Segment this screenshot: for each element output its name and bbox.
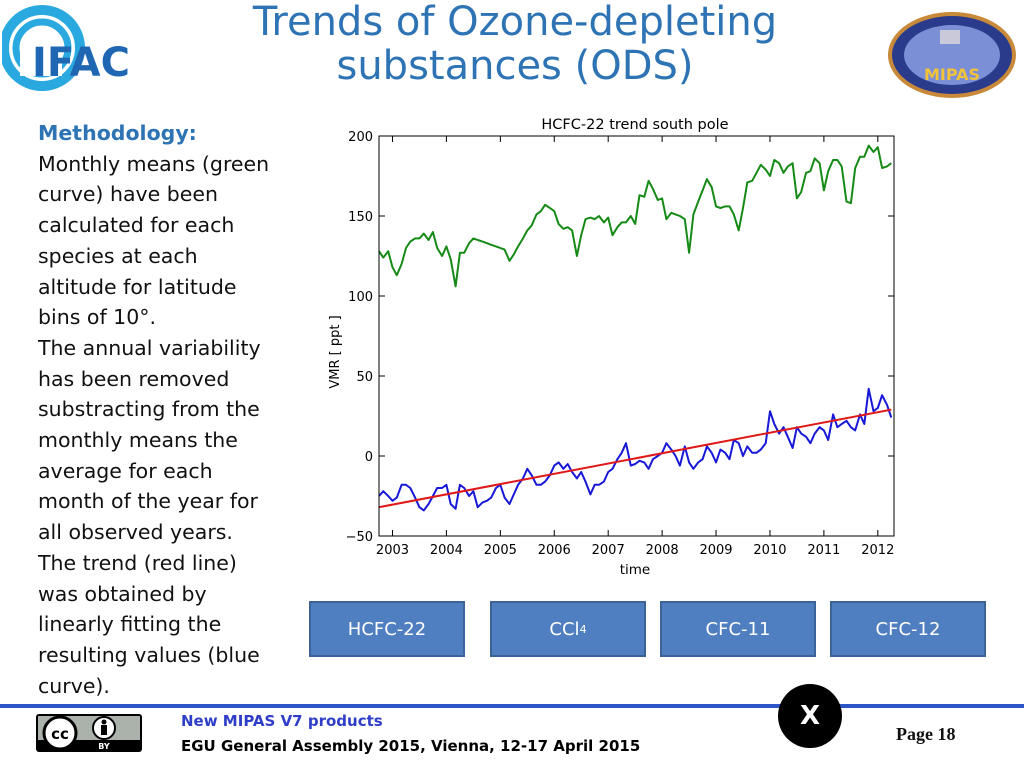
chart-y-axis-label: VMR [ ppt ]: [328, 315, 343, 389]
y-tick-label: 50: [356, 370, 373, 385]
tab-ccl4-subscript: 4: [579, 622, 587, 636]
tab-cfc-11-label: CFC-11: [705, 618, 771, 640]
page-number: Page 18: [896, 724, 956, 744]
methodology-line: species at each: [38, 243, 198, 268]
x-tick-label: 2012: [861, 543, 895, 558]
x-tick-label: 2011: [807, 543, 841, 558]
x-tick-label: 2009: [699, 543, 733, 558]
cc-by-text: BY: [98, 742, 110, 751]
tab-cfc-11[interactable]: [660, 601, 816, 657]
methodology-line: The annual variability: [38, 335, 261, 360]
methodology-line: average for each: [38, 458, 213, 483]
x-tick-label: 2004: [429, 543, 463, 558]
svg-text:cc: cc: [51, 725, 69, 743]
y-tick-label: 100: [348, 290, 373, 305]
methodology-line: curve).: [38, 673, 110, 698]
chart-title: HCFC-22 trend south pole: [541, 117, 729, 133]
page-title: [190, 0, 840, 88]
methodology-line: monthly means the: [38, 428, 238, 453]
y-tick-label: 0: [364, 450, 373, 465]
methodology-line: bins of 10°.: [38, 305, 157, 330]
methodology-lines: [38, 149, 288, 702]
methodology-line: month of the year for: [38, 489, 258, 514]
tab-hcfc-22-label: HCFC-22: [347, 618, 427, 640]
tab-cfc-12[interactable]: [830, 601, 986, 657]
tab-ccl4[interactable]: [490, 601, 646, 657]
footer-conference-label: EGU General Assembly 2015, Vienna, 12-17 April 2015: [181, 737, 641, 755]
y-tick-label: 200: [348, 130, 373, 145]
x-tick-label: 2008: [645, 543, 679, 558]
x-tick-label: 2003: [375, 543, 410, 558]
methodology-line: altitude for latitude: [38, 274, 237, 299]
x-tick-label: 2007: [591, 543, 625, 558]
methodology-line: all observed years.: [38, 520, 233, 545]
title-line-2: substances (ODS): [336, 43, 694, 89]
methodology-line: resulting values (blue: [38, 642, 260, 667]
x-tick-label: 2006: [537, 543, 571, 558]
chart-plot-frame: [379, 136, 894, 536]
ifac-logo: [2, 2, 172, 94]
hcfc22-chart: [315, 108, 905, 583]
chart-ticks: [346, 130, 895, 558]
cc-by-license-icon: [36, 714, 142, 752]
close-button[interactable]: [778, 684, 842, 748]
chart-series-group: [379, 146, 891, 511]
mipas-logo: [888, 12, 1016, 98]
y-tick-label: −50: [345, 530, 373, 545]
ifac-logo-text: IFAC: [32, 40, 130, 86]
y-tick-label: 150: [348, 210, 373, 225]
trend-line: [379, 410, 891, 508]
methodology-text: [38, 118, 288, 701]
methodology-line: linearly fitting the: [38, 612, 222, 637]
methodology-line: has been removed: [38, 366, 230, 391]
tab-hcfc-22[interactable]: [309, 601, 465, 657]
mipas-logo-text: MIPAS: [923, 65, 981, 84]
tab-cfc-12-label: CFC-12: [875, 618, 941, 640]
x-tick-label: 2005: [483, 543, 517, 558]
x-tick-label: 2010: [753, 543, 787, 558]
footer-divider: [0, 704, 1024, 708]
methodology-line: substracting from the: [38, 397, 260, 422]
title-line-1: Trends of Ozone-depleting: [252, 0, 778, 45]
methodology-line: The trend (red line): [38, 550, 237, 575]
chart-x-axis-label: time: [619, 562, 651, 578]
methodology-line: was obtained by: [38, 581, 207, 606]
methodology-line: calculated for each: [38, 213, 235, 238]
tab-ccl4-label: CCl: [549, 618, 580, 640]
monthly-means-line: [379, 146, 891, 287]
methodology-line: Monthly means (green: [38, 151, 270, 176]
footer-product-label: New MIPAS V7 products: [181, 712, 383, 730]
methodology-line: curve) have been: [38, 182, 218, 207]
close-button-label: X: [799, 701, 821, 731]
methodology-heading: Methodology:: [38, 121, 197, 145]
